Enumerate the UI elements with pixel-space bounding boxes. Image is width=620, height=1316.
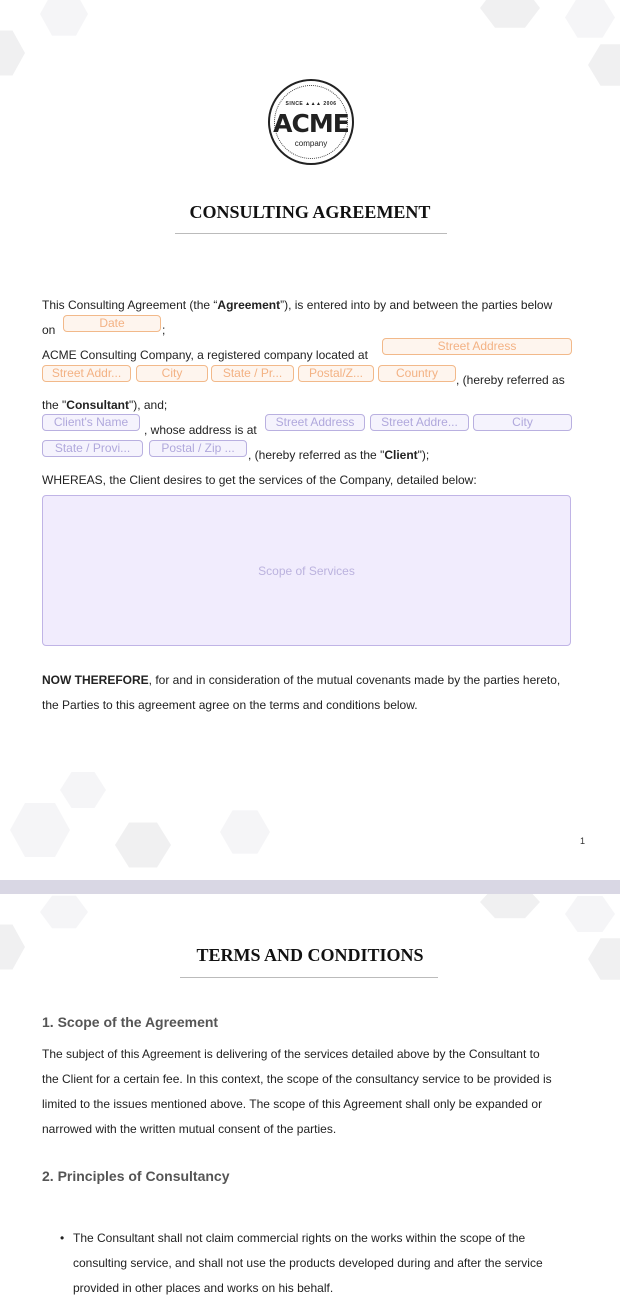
bullet-dot: • [60,1231,65,1245]
now-therefore-rest: , for and in consideration of the mutual covenants made by the parties hereto, [148,673,561,687]
page-title: CONSULTING AGREEMENT [189,202,431,222]
semicolon: ; [162,323,166,337]
background-hexagon [480,0,540,30]
background-hexagon [588,42,620,88]
now-therefore-bold: NOW THEREFORE [42,673,149,687]
background-hexagon [10,800,70,860]
client-city-field[interactable]: City [473,414,572,431]
bullet-item [60,1226,570,1301]
whose-address-text: , whose address is at [144,423,257,437]
background-hexagon [565,894,615,934]
acme-logo [268,79,354,165]
section-1-line: The subject of this Agreement is delivering of the services detailed above by the Consultant to [42,1047,540,1061]
client-state-field[interactable]: State / Provi... [42,440,143,457]
consultant-street2-field[interactable]: Street Addr... [42,365,131,382]
hereby-client-text [248,448,429,462]
section-2-heading: 2. Principles of Consultancy [42,1168,230,1184]
intro-post: ”), is entered into by and between the parties below [280,298,553,312]
company-line: ACME Consulting Company, a registered company located at [42,348,368,362]
intro-text [42,298,552,312]
date-field[interactable]: Date [63,315,161,332]
on-label: on [42,323,56,337]
consultant-state-field[interactable]: State / Pr... [211,365,294,382]
client-street-field[interactable]: Street Address [265,414,365,431]
now-therefore-line-1 [42,673,560,687]
bullet-text [73,1226,570,1301]
hereby-client-bold: Client [384,448,418,462]
background-hexagon [60,770,106,810]
page-number: 1 [580,836,586,846]
intro-pre: This Consulting Agreement (the “ [42,298,218,312]
client-street2-field[interactable]: Street Addre... [370,414,469,431]
section-1-line: limited to the issues mentioned above. The scope of this Agreement shall only be expanded or [42,1097,543,1111]
scope-of-services-field[interactable]: Scope of Services [42,495,571,646]
background-hexagon [0,28,25,78]
background-hexagon [115,820,171,870]
terms-title-divider [180,977,438,978]
bullet-line: provided in other places and works on his behalf. [73,1281,334,1295]
consultant-label [42,398,167,412]
title-divider [175,233,447,234]
section-1-line: the Client for a certain fee. In this context, the scope of the consultancy service to be provided is [42,1072,552,1086]
section-1-line: narrowed with the written mutual consent of the parties. [42,1122,337,1136]
logo-name: ACME [273,109,349,138]
background-hexagon [40,894,88,930]
intro-bold: Agreement [217,298,281,312]
bullet-line: consulting service, and shall not use the products developed during and after the service [73,1256,543,1270]
background-hexagon [565,0,615,40]
background-hexagon [480,894,540,920]
terms-title: TERMS AND CONDITIONS [196,945,424,965]
whereas-text: WHEREAS, the Client desires to get the services of the Company, detailed below: [42,473,477,487]
consultant-bold: Consultant [66,398,129,412]
consultant-post: "), and; [128,398,168,412]
bullet-line: The Consultant shall not claim commercial rights on the works within the scope of the [73,1231,526,1245]
hereby-consultant-text: , (hereby referred as [456,373,565,387]
now-therefore-line-2: the Parties to this agreement agree on the terms and conditions below. [42,698,418,712]
logo-since-text: SINCE ▲▲▲ 2006 [285,101,337,107]
consultant-city-field[interactable]: City [136,365,208,382]
client-postal-field[interactable]: Postal / Zip ... [149,440,247,457]
section-1-paragraph [42,1042,582,1142]
section-1-heading: 1. Scope of the Agreement [42,1014,219,1030]
client-name-field[interactable]: Client's Name [42,414,140,431]
background-hexagon [220,808,270,856]
consultant-country-field[interactable]: Country [378,365,456,382]
consultant-postal-field[interactable]: Postal/Z... [298,365,374,382]
consultant-pre: the " [42,398,67,412]
logo-subtitle: company [294,139,328,148]
hereby-client-pre: , (hereby referred as the " [248,448,385,462]
consultant-street-field[interactable]: Street Address [382,338,572,355]
hereby-client-post: "); [417,448,430,462]
background-hexagon [40,0,88,38]
